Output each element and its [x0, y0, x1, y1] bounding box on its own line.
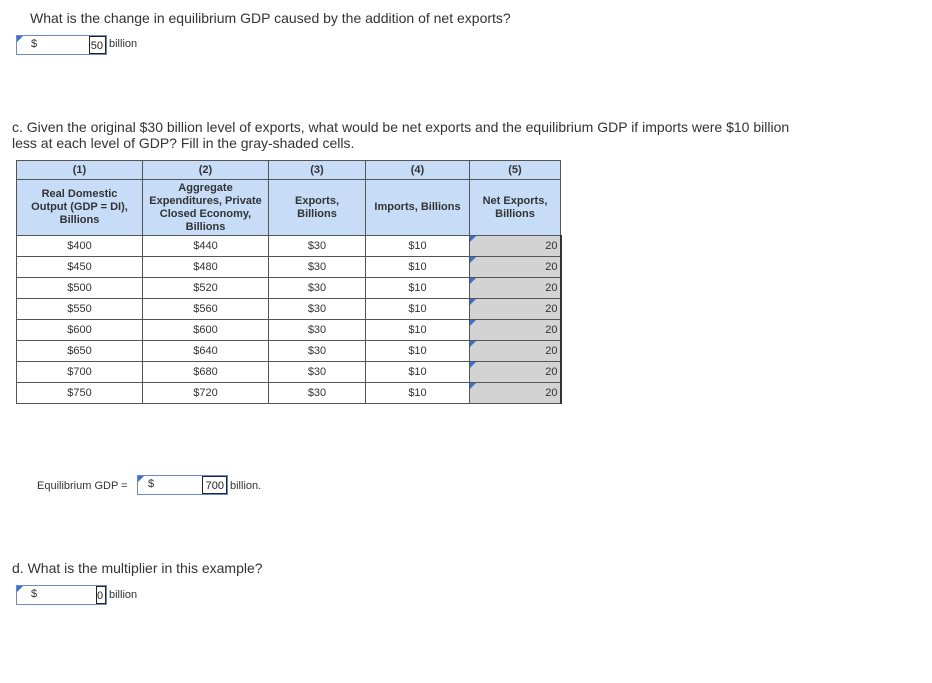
ae-cell: $520 — [143, 278, 269, 299]
gdp-cell: $500 — [17, 278, 143, 299]
imports-cell: $10 — [366, 383, 470, 404]
table-row — [17, 236, 561, 257]
imports-cell: $10 — [366, 320, 470, 341]
flag-icon — [17, 586, 23, 592]
table-row — [17, 320, 561, 341]
question-change-gdp: What is the change in equilibrium GDP caused by the addition of net exports? — [30, 10, 511, 26]
col-number-4: (4) — [366, 161, 470, 180]
change-gdp-unit: billion — [109, 38, 138, 50]
change-gdp-answer-box — [16, 35, 107, 55]
header-net-exports — [470, 180, 561, 236]
imports-cell: $10 — [366, 341, 470, 362]
ae-cell: $440 — [143, 236, 269, 257]
gdp-cell: $400 — [17, 236, 143, 257]
header-exports — [269, 180, 366, 236]
header-line: Imports, Billions — [374, 201, 461, 213]
gdp-cell: $650 — [17, 341, 143, 362]
multiplier-input[interactable]: 0 — [96, 586, 106, 604]
equilibrium-gdp-label: Equilibrium GDP = — [37, 480, 128, 492]
ae-cell: $600 — [143, 320, 269, 341]
question-d: d. What is the multiplier in this example? — [12, 560, 263, 576]
net-exports-input[interactable]: 20 — [470, 320, 561, 341]
header-line: Billions — [185, 220, 226, 233]
gdp-cell: $750 — [17, 383, 143, 404]
net-exports-input[interactable]: 20 — [470, 299, 561, 320]
ae-cell: $480 — [143, 257, 269, 278]
ae-cell: $720 — [143, 383, 269, 404]
table-row — [17, 362, 561, 383]
table-row — [17, 278, 561, 299]
table-row — [17, 257, 561, 278]
column-header-row — [17, 180, 561, 236]
question-c-line2: less at each level of GDP? Fill in the gray-shaded cells. — [12, 135, 355, 151]
gdp-cell: $550 — [17, 299, 143, 320]
header-aggregate-expenditures — [143, 180, 269, 236]
header-line: Real Domestic — [41, 188, 118, 200]
gdp-cell: $450 — [17, 257, 143, 278]
header-line: Expenditures, Private — [149, 194, 262, 207]
change-gdp-input[interactable]: 50 — [89, 36, 106, 54]
table-row — [17, 383, 561, 404]
multiplier-unit: billion — [109, 589, 138, 601]
exports-cell: $30 — [269, 257, 366, 278]
exports-cell: $30 — [269, 278, 366, 299]
question-c — [12, 119, 789, 151]
currency-symbol: $ — [31, 38, 38, 50]
header-line: Closed Economy, — [159, 207, 252, 220]
gdp-cell: $700 — [17, 362, 143, 383]
col-number-3: (3) — [269, 161, 366, 180]
column-number-row — [17, 161, 561, 180]
header-imports — [366, 180, 470, 236]
header-line: Exports, — [294, 194, 339, 207]
equilibrium-gdp-answer-box — [137, 475, 228, 495]
header-line: Output (GDP = DI), — [31, 201, 128, 213]
col-number-5: (5) — [470, 161, 561, 180]
col-number-1: (1) — [17, 161, 143, 180]
question-c-line1: c. Given the original $30 billion level of exports, what would be net exports and the equilibrium GDP if imports were $10 billion — [12, 119, 790, 135]
net-exports-input[interactable]: 20 — [470, 341, 561, 362]
ae-cell: $560 — [143, 299, 269, 320]
header-line: Billions — [297, 207, 337, 220]
net-exports-input[interactable]: 20 — [470, 236, 561, 257]
exports-cell: $30 — [269, 236, 366, 257]
col-number-2: (2) — [143, 161, 269, 180]
flag-icon — [138, 476, 144, 482]
currency-symbol: $ — [148, 478, 155, 490]
ae-cell: $640 — [143, 341, 269, 362]
header-line: Billions — [59, 214, 100, 226]
header-line: Aggregate — [178, 181, 233, 194]
net-exports-input[interactable]: 20 — [470, 278, 561, 299]
imports-cell: $10 — [366, 257, 470, 278]
header-line: Net Exports, — [482, 194, 548, 207]
header-real-domestic-output — [17, 180, 143, 236]
header-line: Billions — [495, 207, 535, 220]
exports-cell: $30 — [269, 320, 366, 341]
equilibrium-gdp-input[interactable]: 700 — [202, 476, 227, 494]
exports-cell: $30 — [269, 383, 366, 404]
imports-cell: $10 — [366, 362, 470, 383]
ae-cell: $680 — [143, 362, 269, 383]
exports-cell: $30 — [269, 299, 366, 320]
imports-cell: $10 — [366, 278, 470, 299]
table-row — [17, 299, 561, 320]
equilibrium-gdp-unit: billion. — [230, 480, 262, 492]
currency-symbol: $ — [31, 588, 38, 600]
table-row — [17, 341, 561, 362]
gdp-table — [16, 160, 562, 404]
imports-cell: $10 — [366, 299, 470, 320]
imports-cell: $10 — [366, 236, 470, 257]
net-exports-input[interactable]: 20 — [470, 257, 561, 278]
flag-icon — [17, 36, 23, 42]
multiplier-answer-box — [16, 585, 107, 605]
net-exports-input[interactable]: 20 — [470, 362, 561, 383]
exports-cell: $30 — [269, 362, 366, 383]
net-exports-input[interactable]: 20 — [470, 383, 561, 404]
gdp-cell: $600 — [17, 320, 143, 341]
exports-cell: $30 — [269, 341, 366, 362]
